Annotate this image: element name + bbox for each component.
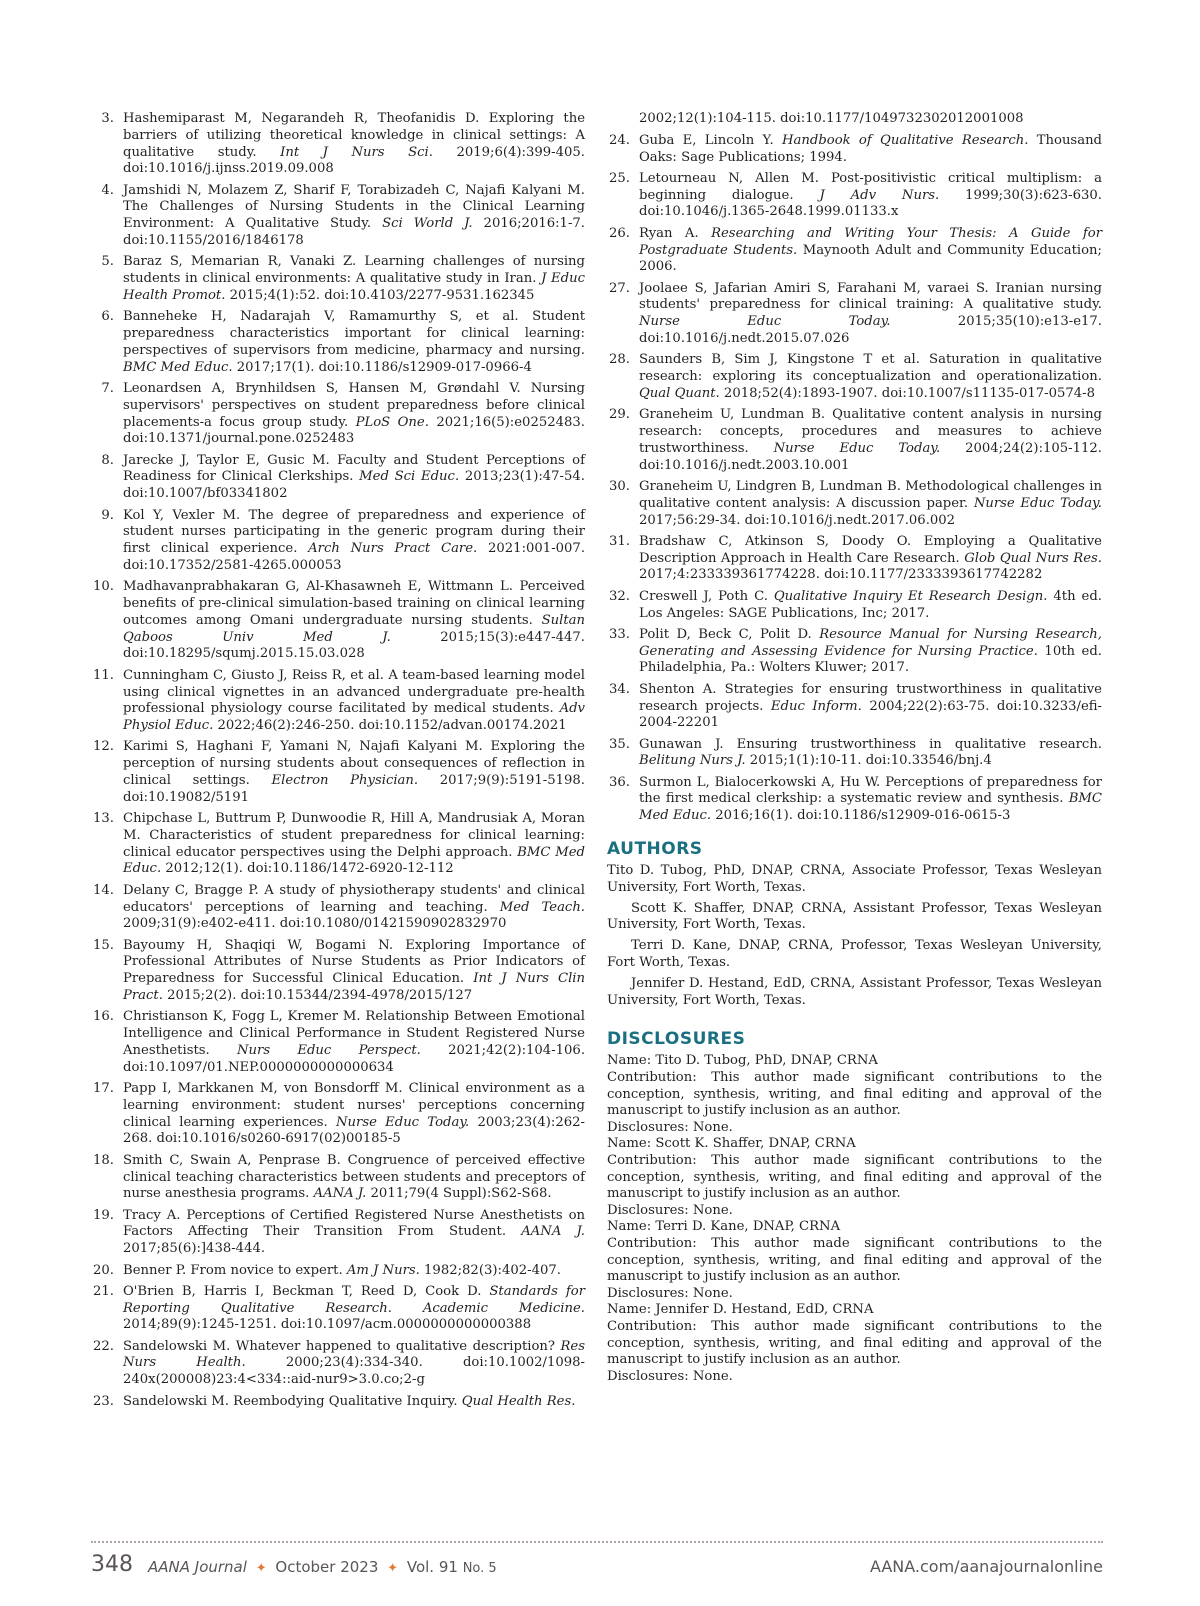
reference-number: 8. <box>101 452 114 468</box>
reference-number: 34. <box>609 681 630 697</box>
reference-details: 2004;22(2):63-75. doi:10.3233/efi-2004-22201 <box>639 698 1102 731</box>
reference-text: Leonardsen A, Brynhildsen S, Hansen M, Grøndahl V. Nursing supervisors' perspectives on student preparedness before clinical placements-a focus group study. <box>123 380 585 430</box>
reference-journal: Standards for Reporting Qualitative Research. Academic Medicine. <box>123 1283 585 1316</box>
reference-text: Papp I, Markkanen M, von Bonsdorff M. Clinical environment as a learning environment: student nurses' perceptions concerning clinical learning experiences. <box>123 1081 585 1130</box>
reference-continuation-text: 2002;12(1):104-115. doi:10.1177/1049732302012001008 <box>639 111 1024 126</box>
reference-journal: Handbook of Qualitative Research. <box>782 132 1029 148</box>
volume: Vol. 91 <box>406 1558 458 1576</box>
reference-list-right <box>607 133 1102 825</box>
reference-text: Kol Y, Vexler M. The degree of preparedness and experience of student nurses participating in the generic program during their first clinical experience. <box>123 507 585 557</box>
reference-number: 20. <box>93 1262 114 1278</box>
journal-citation-line <box>148 1558 497 1576</box>
reference-item <box>91 668 585 735</box>
disclosure-statement: Disclosures: None. <box>607 1285 733 1301</box>
page-number: 348 <box>91 1552 133 1577</box>
reference-text: Jarecke J, Taylor E, Gusic M. Faculty and Student Perceptions of Readiness for Clinical Clerkships. <box>123 452 585 485</box>
reference-journal: Resource Manual for Nursing Research, Generating and Assessing Evidence for Nursing Practice. <box>639 626 1102 659</box>
reference-item <box>91 111 585 178</box>
reference-item <box>91 1009 585 1076</box>
reference-text: Saunders B, Sim J, Kingstone T et al. Saturation in qualitative research: exploring its conceptualization and operationalization. <box>639 352 1102 385</box>
disclosure-name: Name: Tito D. Tubog, PhD, DNAP, CRNA <box>607 1053 878 1069</box>
reference-number: 11. <box>93 667 114 683</box>
reference-item <box>91 579 585 663</box>
reference-list-left <box>91 111 585 1410</box>
reference-text: Sandelowski M. Reembodying Qualitative Inquiry. <box>123 1393 462 1409</box>
reference-item <box>91 739 585 806</box>
reference-details: 2012;12(1). doi:10.1186/1472-6920-12-112 <box>161 861 454 877</box>
reference-journal: Educ Inform. <box>770 698 862 714</box>
authors-heading: AUTHORS <box>607 839 703 860</box>
reference-journal: Med Sci Educ. <box>359 469 460 485</box>
left-column <box>91 111 585 1415</box>
reference-number: 28. <box>609 352 630 368</box>
reference-number: 14. <box>93 882 114 898</box>
reference-journal: Qual Quant. <box>639 385 720 401</box>
reference-details: 2022;46(2):246-250. doi:10.1152/advan.00174.2021 <box>213 718 567 734</box>
reference-item <box>91 254 585 304</box>
reference-journal: Electron Physician. <box>271 772 419 788</box>
disclosure-contribution: Contribution: This author made significant contributions to the conception, synthesis, writing, and final editing and approval of the manuscript to justify inclusion as an author. <box>607 1070 1102 1119</box>
reference-text: Smith C, Swain A, Penprase B. Congruence of perceived effective clinical teaching characteristics between students and preceptors of nurse anesthesia programs. <box>123 1152 585 1202</box>
reference-details: 2017;9(9):5191-5198. doi:10.19082/5191 <box>123 772 585 805</box>
diamond-separator-icon: ✦ <box>387 1561 399 1576</box>
disclosures-heading: DISCLOSURES <box>607 1029 746 1050</box>
reference-item <box>91 1394 585 1411</box>
reference-number: 25. <box>609 170 630 186</box>
reference-journal: Adv Physiol Educ. <box>123 701 585 734</box>
reference-details: 2004;24(2):105-112. doi:10.1016/j.nedt.2003.10.001 <box>639 440 1102 473</box>
author-entry: Scott K. Shaffer, DNAP, CRNA, Assistant Professor, Texas Wesleyan University, Fort Worth, Texas. <box>607 900 1102 933</box>
reference-journal: Res Nurs Health. <box>123 1338 585 1371</box>
reference-number: 26. <box>609 225 630 241</box>
reference-number: 5. <box>101 254 114 270</box>
reference-number: 29. <box>609 407 630 423</box>
reference-details: 2015;2(2). doi:10.15344/2394-4978/2015/127 <box>162 988 473 1004</box>
reference-number: 35. <box>609 736 630 752</box>
reference-number: 15. <box>93 937 114 953</box>
reference-details: 2011;79(4 Suppl):S62-S68. <box>366 1186 552 1202</box>
reference-details: 2017;85(6):]438-444. <box>123 1241 266 1257</box>
reference-number: 24. <box>609 132 630 148</box>
reference-details: 1982;82(3):402-407. <box>419 1262 561 1278</box>
reference-details: 2019;6(4):399-405. doi:10.1016/j.ijnss.2019.09.008 <box>123 144 585 177</box>
reference-item <box>91 1153 585 1203</box>
reference-item <box>607 534 1102 584</box>
journal-website-link[interactable]: AANA.com/aanajournalonline <box>869 1557 1103 1576</box>
reference-number: 19. <box>93 1207 114 1223</box>
authors-section <box>607 863 1102 1009</box>
reference-item <box>607 627 1102 677</box>
reference-item <box>91 1081 585 1148</box>
reference-text: Shenton A. Strategies for ensuring trustworthiness in qualitative research projects. <box>639 681 1102 714</box>
reference-journal: Qualitative Inquiry Et Research Design. <box>773 588 1048 604</box>
reference-item <box>607 682 1102 732</box>
reference-text: Benner P. From novice to expert. <box>123 1262 347 1278</box>
reference-details: 2016;16(1). doi:10.1186/s12909-016-0615-3 <box>711 808 1011 824</box>
reference-text: Jamshidi N, Molazem Z, Sharif F, Torabizadeh C, Najafi Kalyani M. The Challenges of Nursing Students in the Clinical Learning Environment: A Qualitative Study. <box>123 182 585 232</box>
reference-item <box>91 453 585 503</box>
reference-journal: Qual Health Res. <box>461 1393 576 1409</box>
reference-journal: Belitung Nurs J. <box>639 753 746 769</box>
reference-item <box>607 479 1102 529</box>
disclosure-statement: Disclosures: None. <box>607 1202 733 1218</box>
reference-text: Christianson K, Fogg L, Kremer M. Relationship Between Emotional Intelligence and Clinical Performance in Student Registered Nurse Anesthetists. <box>123 1009 585 1058</box>
reference-details: 2016;2016:1-7. doi:10.1155/2016/1846178 <box>123 216 585 249</box>
reference-journal: Sci World J. <box>382 216 473 232</box>
reference-item <box>91 183 585 250</box>
reference-text: Madhavanprabhakaran G, Al-Khasawneh E, Wittmann L. Perceived benefits of pre-clinical simulation-based training on clinical learning outcomes among Omani undergraduate nursing students. <box>123 579 585 628</box>
reference-number: 10. <box>93 579 114 595</box>
reference-journal: Nurs Educ Perspect. <box>237 1042 421 1058</box>
reference-item <box>91 381 585 448</box>
reference-23-continuation <box>607 111 1102 128</box>
reference-details: 2017;4:233339361774228. doi:10.1177/2333393617742282 <box>639 567 1043 583</box>
reference-item <box>607 737 1102 771</box>
reference-text: Hashemiparast M, Negarandeh R, Theofanidis D. Exploring the barriers of utilizing theoretical knowledge in clinical settings: A qualitative study. <box>123 111 585 160</box>
reference-number: 9. <box>101 507 114 523</box>
reference-details: 10th ed. Philadelphia, Pa.: Wolters Kluwer; 2017. <box>639 643 1102 676</box>
reference-item <box>91 508 585 575</box>
disclosure-name: Name: Terri D. Kane, DNAP, CRNA <box>607 1219 841 1235</box>
reference-item <box>607 226 1102 276</box>
reference-details: 2000;23(4):334-340. doi:10.1002/1098-240x(200008)23:4<334::aid-nur9>3.0.co;2-g <box>123 1355 585 1388</box>
reference-details: 2009;31(9):e402-e411. doi:10.1080/01421590902832970 <box>123 916 507 932</box>
reference-number: 7. <box>101 380 114 396</box>
disclosure-name: Name: Scott K. Shaffer, DNAP, CRNA <box>607 1136 856 1152</box>
reference-text: Cunningham C, Giusto J, Reiss R, et al. A team-based learning model using clinical vignettes in an advanced undergraduate pre-health professional physiology course facilitated by medical students. <box>123 667 585 717</box>
reference-item <box>91 1284 585 1334</box>
reference-journal: Researching and Writing Your Thesis: A Guide for Postgraduate Students. <box>639 225 1102 258</box>
footer-divider <box>91 1541 1103 1543</box>
reference-number: 6. <box>101 309 114 325</box>
reference-details: 2017;56:29-34. doi:10.1016/j.nedt.2017.06.002 <box>639 512 956 528</box>
journal-name: AANA Journal <box>148 1558 247 1576</box>
reference-journal: J Adv Nurs. <box>819 187 940 203</box>
reference-number: 4. <box>101 182 114 198</box>
reference-journal: BMC Med Educ. <box>639 791 1102 824</box>
reference-details: 2015;35(10):e13-e17. doi:10.1016/j.nedt.2015.07.026 <box>639 314 1102 347</box>
reference-details: 2015;15(3):e447-447. doi:10.18295/squmj.2015.15.03.028 <box>123 629 585 662</box>
reference-text: Creswell J, Poth C. <box>639 588 774 604</box>
reference-text: Polit D, Beck C, Polit D. <box>639 626 820 642</box>
reference-text: Chipchase L, Buttrum P, Dunwoodie R, Hill A, Mandrusiak A, Moran M. Characteristics of student preparedness for clinical learning: clinical educator perspectives using the Delphi approach. <box>123 811 585 860</box>
author-entry: Jennifer D. Hestand, EdD, CRNA, Assistant Professor, Texas Wesleyan University, Fort Worth, Texas. <box>607 975 1102 1008</box>
issue-date: October 2023 <box>275 1558 379 1576</box>
right-column <box>607 111 1102 1385</box>
reference-details: 2003;23(4):262-268. doi:10.1016/s0260-6917(02)00185-5 <box>123 1114 585 1147</box>
reference-item <box>607 133 1102 167</box>
reference-number: 23. <box>93 1393 114 1409</box>
reference-number: 12. <box>93 739 114 755</box>
issue-number: No. 5 <box>462 1561 497 1576</box>
reference-number: 3. <box>101 111 114 126</box>
reference-item <box>607 352 1102 402</box>
reference-number: 17. <box>93 1081 114 1097</box>
reference-journal: Nurse Educ Today. <box>973 495 1102 511</box>
reference-number: 27. <box>609 280 630 296</box>
reference-number: 31. <box>609 533 630 549</box>
reference-text: Graneheim U, Lundman B. Qualitative content analysis in nursing research: concepts, procedures and measures to achieve trustworthiness. <box>639 407 1102 456</box>
reference-details: Maynooth Adult and Community Education; 2006. <box>639 242 1102 275</box>
reference-journal: Nurse Educ Today. <box>639 314 891 330</box>
reference-journal: BMC Med Educ. <box>123 359 233 375</box>
reference-item <box>607 589 1102 623</box>
reference-details: 2017;17(1). doi:10.1186/s12909-017-0966-4 <box>232 359 532 375</box>
reference-journal: PLoS One. <box>355 414 429 430</box>
reference-details: 2013;23(1):47-54. doi:10.1007/bf03341802 <box>123 469 585 502</box>
disclosure-statement: Disclosures: None. <box>607 1368 733 1384</box>
reference-item <box>91 1339 585 1389</box>
reference-number: 22. <box>93 1338 114 1354</box>
reference-text: Joolaee S, Jafarian Amiri S, Farahani M, varaei S. Iranian nursing students' preparedness for clinical training: A qualitative study. <box>639 280 1102 313</box>
reference-number: 32. <box>609 588 630 604</box>
reference-text: Surmon L, Bialocerkowski A, Hu W. Perceptions of preparedness for the first medical clerkship: a systematic review and synthesis. <box>639 774 1102 807</box>
page-footer <box>91 1552 1103 1582</box>
reference-journal: Med Teach. <box>499 899 585 915</box>
reference-text: Gunawan J. Ensuring trustworthiness in qualitative research. <box>639 736 1102 752</box>
reference-details: 2021:001-007. doi:10.17352/2581-4265.000053 <box>123 541 586 573</box>
reference-item <box>91 883 585 933</box>
reference-text: Bradshaw C, Atkinson S, Doody O. Employing a Qualitative Description Approach in Health Care Research. <box>639 533 1102 566</box>
reference-journal: Int J Nurs Sci. <box>280 144 433 160</box>
reference-journal: Am J Nurs. <box>346 1262 420 1278</box>
reference-journal: AANA J. <box>313 1186 367 1202</box>
disclosures-section <box>607 1053 1102 1385</box>
reference-text: O'Brien B, Harris I, Beckman T, Reed D, Cook D. <box>123 1283 490 1299</box>
reference-details: 2015;4(1):52. doi:10.4103/2277-9531.162345 <box>225 287 535 303</box>
reference-details: 2015;1(1):10-11. doi:10.33546/bnj.4 <box>745 753 992 769</box>
reference-number: 33. <box>609 626 630 642</box>
reference-details: 1999;30(3):623-630. doi:10.1046/j.1365-2648.1999.01133.x <box>639 187 1103 220</box>
reference-journal: Nurse Educ Today. <box>335 1114 470 1130</box>
reference-item <box>607 281 1102 348</box>
reference-text: Ryan A. <box>639 225 712 241</box>
reference-item <box>607 171 1102 221</box>
reference-journal: BMC Med Educ. <box>123 844 585 877</box>
reference-details: 2021;42(2):104-106. doi:10.1097/01.NEP.0000000000000634 <box>123 1042 586 1075</box>
reference-text: Guba E, Lincoln Y. <box>639 132 783 148</box>
reference-text: Delany C, Bragge P. A study of physiotherapy students' and clinical educators' perceptions of learning and teaching. <box>123 882 585 915</box>
author-entry: Tito D. Tubog, PhD, DNAP, CRNA, Associate Professor, Texas Wesleyan University, Fort Worth, Texas. <box>607 863 1102 895</box>
reference-item <box>607 407 1102 474</box>
reference-number: 16. <box>93 1009 114 1025</box>
reference-journal: J Educ Health Promot. <box>123 271 585 303</box>
reference-journal: Nurse Educ Today. <box>773 440 941 456</box>
disclosure-contribution: Contribution: This author made significant contributions to the conception, synthesis, writing, and final editing and approval of the manuscript to justify inclusion as an author. <box>607 1318 1102 1368</box>
reference-journal: Int J Nurs Clin Pract. <box>123 971 585 1004</box>
reference-text: Banneheke H, Nadarajah V, Ramamurthy S, et al. Student preparedness characteristics important for clinical learning: perspectives of supervisors from medicine, pharmacy and nursing. <box>123 309 585 358</box>
disclosure-contribution: Contribution: This author made significant contributions to the conception, synthesis, writing, and final editing and approval of the manuscript to justify inclusion as an author. <box>607 1235 1102 1285</box>
author-entry: Terri D. Kane, DNAP, CRNA, Professor, Texas Wesleyan University, Fort Worth, Texas. <box>607 938 1102 971</box>
reference-text: Letourneau N, Allen M. Post-positivistic critical multiplism: a beginning dialogue. <box>639 170 1102 203</box>
reference-journal: AANA J. <box>521 1224 585 1240</box>
disclosure-statement: Disclosures: None. <box>607 1119 733 1135</box>
reference-item <box>91 1208 585 1258</box>
reference-number: 36. <box>609 774 630 790</box>
reference-details: 2014;89(9):1245-1251. doi:10.1097/acm.0000000000000388 <box>123 1317 532 1333</box>
reference-item <box>91 309 585 376</box>
reference-details: 2018;52(4):1893-1907. doi:10.1007/s11135-017-0574-8 <box>719 385 1096 401</box>
diamond-separator-icon: ✦ <box>255 1561 267 1576</box>
reference-number: 30. <box>609 478 630 494</box>
reference-details: 2021;16(5):e0252483. doi:10.1371/journal.pone.0252483 <box>123 414 585 447</box>
reference-number: 18. <box>93 1152 114 1168</box>
disclosure-contribution: Contribution: This author made significant contributions to the conception, synthesis, writing, and final editing and approval of the manuscript to justify inclusion as an author. <box>607 1153 1102 1202</box>
reference-text: Sandelowski M. Whatever happened to qualitative description? <box>123 1338 561 1354</box>
reference-item <box>91 938 585 1005</box>
reference-number: 13. <box>93 811 114 827</box>
reference-details: 4th ed. Los Angeles: SAGE Publications, Inc; 2017. <box>639 588 1102 621</box>
disclosure-name: Name: Jennifer D. Hestand, EdD, CRNA <box>607 1302 874 1318</box>
reference-number: 21. <box>93 1283 114 1299</box>
reference-item <box>91 811 585 878</box>
reference-item <box>607 775 1102 825</box>
reference-text: Bayoumy H, Shaqiqi W, Bogami N. Exploring Importance of Professional Attributes of Nurse Students as Prior Indicators of Preparedness for Successful Clinical Education. <box>123 937 585 987</box>
reference-text: Baraz S, Memarian R, Vanaki Z. Learning challenges of nursing students in clinical environments: A qualitative study in Iran. <box>123 254 585 287</box>
reference-text: Karimi S, Haghani F, Yamani N, Najafi Kalyani M. Exploring the perception of nursing students about consequences of reflection in clinical settings. <box>123 739 585 788</box>
reference-text: Tracy A. Perceptions of Certified Registered Nurse Anesthetists on Factors Affecting Their Transition From Student. <box>123 1207 585 1240</box>
reference-journal: Arch Nurs Pract Care. <box>308 541 478 557</box>
reference-journal: Glob Qual Nurs Res. <box>964 550 1102 566</box>
reference-details: Thousand Oaks: Sage Publications; 1994. <box>639 132 1103 165</box>
reference-text: Graneheim U, Lindgren B, Lundman B. Methodological challenges in qualitative content analysis: A discussion paper. <box>639 478 1102 511</box>
reference-journal: Sultan Qaboos Univ Med J. <box>123 612 585 645</box>
reference-item <box>91 1263 585 1280</box>
